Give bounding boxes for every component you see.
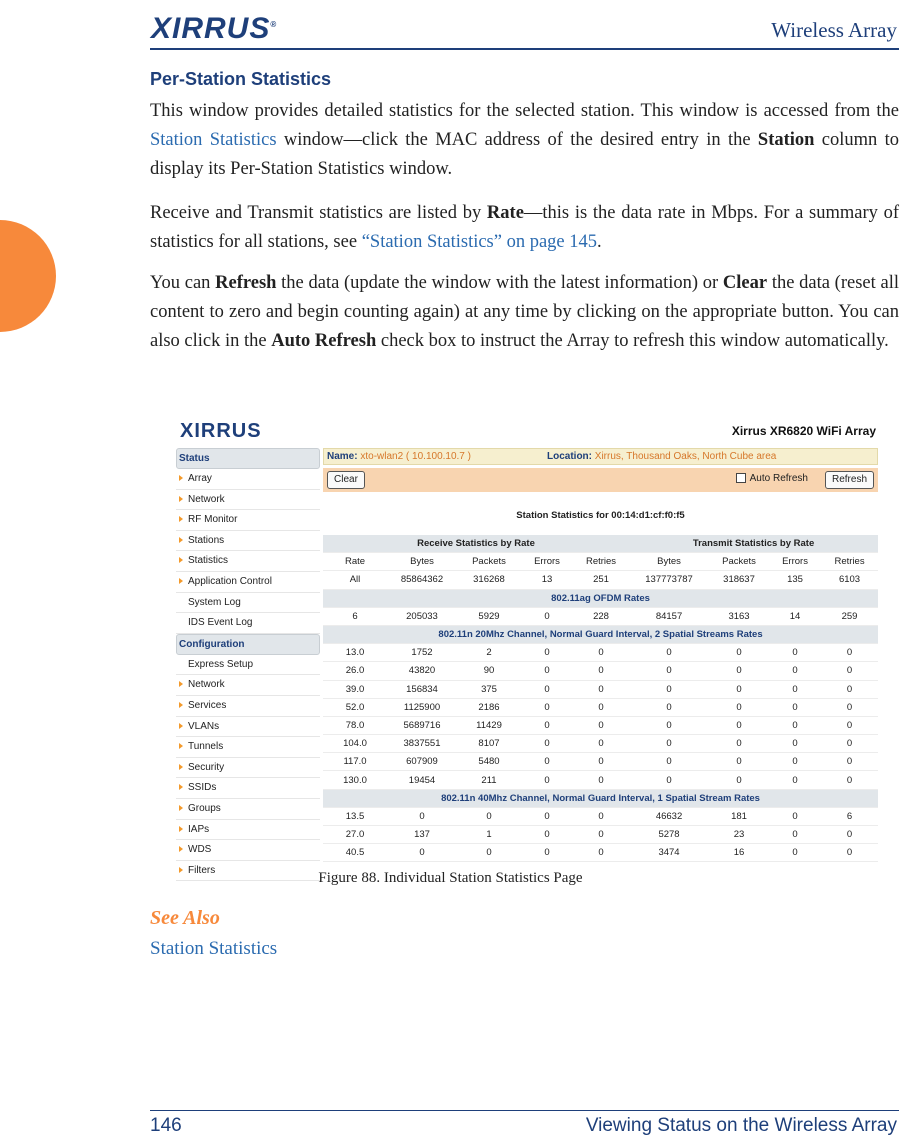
table-row bbox=[323, 571, 878, 589]
table-cell: 0 bbox=[573, 771, 629, 789]
auto-refresh-checkbox[interactable]: Auto Refresh bbox=[736, 473, 808, 484]
table-row bbox=[323, 844, 878, 862]
column-header: Retries bbox=[821, 553, 878, 571]
nav-item-ids-event-log[interactable]: IDS Event Log bbox=[176, 613, 320, 634]
station-statistics-link[interactable]: Station Statistics bbox=[150, 130, 277, 150]
table-cell: 0 bbox=[629, 753, 709, 771]
rate-group-row bbox=[323, 625, 878, 643]
table-cell: 0 bbox=[769, 662, 821, 680]
table-cell: 46632 bbox=[629, 807, 709, 825]
table-cell: 8107 bbox=[457, 735, 521, 753]
table-cell: 117.0 bbox=[323, 753, 387, 771]
table-cell: 0 bbox=[821, 716, 878, 734]
table-cell: 6 bbox=[323, 607, 387, 625]
table-cell: 0 bbox=[821, 644, 878, 662]
table-cell: 0 bbox=[573, 680, 629, 698]
table-cell: 0 bbox=[521, 771, 573, 789]
table-cell: 0 bbox=[769, 735, 821, 753]
table-cell: 0 bbox=[521, 807, 573, 825]
table-cell: 137773787 bbox=[629, 571, 709, 589]
table-row bbox=[323, 716, 878, 734]
table-cell: 0 bbox=[709, 698, 769, 716]
nav-group-status[interactable]: Status bbox=[176, 448, 320, 469]
table-cell: 0 bbox=[387, 844, 457, 862]
table-cell: 26.0 bbox=[323, 662, 387, 680]
nav-item-application-control[interactable]: Application Control bbox=[176, 572, 320, 593]
table-cell: 5278 bbox=[629, 826, 709, 844]
column-header: Retries bbox=[573, 553, 629, 571]
nav-item-express-setup[interactable]: Express Setup bbox=[176, 655, 320, 676]
rate-group-row bbox=[323, 789, 878, 807]
nav-item-network[interactable]: Network bbox=[176, 490, 320, 511]
table-row bbox=[323, 662, 878, 680]
table-column-headers bbox=[323, 553, 878, 571]
stats-table bbox=[323, 535, 878, 862]
nav-item-network[interactable]: Network bbox=[176, 675, 320, 696]
table-cell: 0 bbox=[769, 771, 821, 789]
table-cell: 13.0 bbox=[323, 644, 387, 662]
footer-title: Viewing Status on the Wireless Array bbox=[585, 1115, 897, 1136]
column-header: Errors bbox=[521, 553, 573, 571]
receive-header: Receive Statistics by Rate bbox=[323, 535, 629, 553]
table-cell: 0 bbox=[769, 644, 821, 662]
table-cell: 0 bbox=[821, 771, 878, 789]
table-cell: 0 bbox=[821, 680, 878, 698]
nav-item-system-log[interactable]: System Log bbox=[176, 593, 320, 614]
station-statistics-screenshot bbox=[176, 412, 878, 876]
table-cell: 0 bbox=[629, 680, 709, 698]
table-cell: 5689716 bbox=[387, 716, 457, 734]
table-cell: 0 bbox=[821, 753, 878, 771]
nav-item-rf-monitor[interactable]: RF Monitor bbox=[176, 510, 320, 531]
table-cell: 316268 bbox=[457, 571, 521, 589]
column-header: Bytes bbox=[629, 553, 709, 571]
table-cell: 0 bbox=[573, 844, 629, 862]
nav-item-ssids[interactable]: SSIDs bbox=[176, 778, 320, 799]
station-statistics-page-link[interactable]: “Station Statistics” on page 145 bbox=[361, 232, 598, 252]
nav-item-stations[interactable]: Stations bbox=[176, 531, 320, 552]
table-cell: 0 bbox=[521, 644, 573, 662]
table-cell: 0 bbox=[387, 807, 457, 825]
table-cell: 0 bbox=[629, 716, 709, 734]
station-name-value: xto-wlan2 ( 10.100.10.7 ) bbox=[360, 451, 471, 462]
table-cell: 0 bbox=[821, 662, 878, 680]
table-cell: 130.0 bbox=[323, 771, 387, 789]
table-cell: 5480 bbox=[457, 753, 521, 771]
table-cell: 251 bbox=[573, 571, 629, 589]
table-cell: 0 bbox=[709, 662, 769, 680]
main-panel bbox=[323, 448, 878, 862]
see-also-heading: See Also bbox=[150, 907, 220, 929]
transmit-header: Transmit Statistics by Rate bbox=[629, 535, 878, 553]
table-cell: 1125900 bbox=[387, 698, 457, 716]
header-divider bbox=[150, 48, 899, 50]
table-cell: 0 bbox=[821, 844, 878, 862]
table-cell: 19454 bbox=[387, 771, 457, 789]
table-cell: 85864362 bbox=[387, 571, 457, 589]
nav-item-tunnels[interactable]: Tunnels bbox=[176, 737, 320, 758]
table-cell: 1752 bbox=[387, 644, 457, 662]
table-cell: 228 bbox=[573, 607, 629, 625]
table-cell: 0 bbox=[821, 735, 878, 753]
table-cell: 90 bbox=[457, 662, 521, 680]
table-cell: 0 bbox=[629, 735, 709, 753]
table-cell: 0 bbox=[457, 844, 521, 862]
table-cell: 14 bbox=[769, 607, 821, 625]
header-title: Wireless Array bbox=[771, 18, 897, 42]
table-cell: 23 bbox=[709, 826, 769, 844]
see-also-link[interactable]: Station Statistics bbox=[150, 938, 278, 959]
table-cell: 0 bbox=[821, 826, 878, 844]
table-cell: 0 bbox=[521, 680, 573, 698]
table-cell: 0 bbox=[521, 844, 573, 862]
table-cell: 16 bbox=[709, 844, 769, 862]
table-cell: 0 bbox=[769, 753, 821, 771]
screenshot-title: Xirrus XR6820 WiFi Array bbox=[731, 424, 876, 438]
table-cell: 0 bbox=[709, 771, 769, 789]
table-cell: 0 bbox=[629, 662, 709, 680]
table-cell: 0 bbox=[521, 826, 573, 844]
table-cell: 39.0 bbox=[323, 680, 387, 698]
nav-item-iaps[interactable]: IAPs bbox=[176, 820, 320, 841]
clear-button[interactable]: Clear bbox=[327, 471, 365, 489]
table-cell: 13.5 bbox=[323, 807, 387, 825]
table-cell: 0 bbox=[709, 735, 769, 753]
table-group-header bbox=[323, 535, 878, 553]
table-cell: 0 bbox=[573, 826, 629, 844]
table-row bbox=[323, 680, 878, 698]
table-row bbox=[323, 826, 878, 844]
figure-caption: Figure 88. Individual Station Statistics Page bbox=[318, 870, 583, 886]
table-row bbox=[323, 807, 878, 825]
table-cell: 2 bbox=[457, 644, 521, 662]
footer-divider bbox=[150, 1110, 899, 1111]
table-cell: 52.0 bbox=[323, 698, 387, 716]
table-cell: 0 bbox=[769, 826, 821, 844]
stats-title: Station Statistics for 00:14:d1:cf:f0:f5 bbox=[516, 510, 685, 521]
table-cell: 43820 bbox=[387, 662, 457, 680]
table-cell: 375 bbox=[457, 680, 521, 698]
table-cell: 11429 bbox=[457, 716, 521, 734]
paragraph-intro: This window provides detailed statistics for the selected station. This window is accessed from the Station Statistics window—click the MAC address of the desired entry in the Station column to display its Per-Station Statistics window. bbox=[150, 101, 899, 179]
table-cell: 0 bbox=[457, 807, 521, 825]
screenshot-logo: XIRRUS bbox=[180, 420, 262, 442]
table-cell: 0 bbox=[709, 753, 769, 771]
toolbar bbox=[323, 468, 878, 492]
station-location-value: Xirrus, Thousand Oaks, North Cube area bbox=[594, 451, 777, 462]
nav-group-configuration[interactable]: Configuration bbox=[176, 634, 320, 655]
table-cell: 135 bbox=[769, 571, 821, 589]
table-cell: 0 bbox=[629, 771, 709, 789]
column-header: Bytes bbox=[387, 553, 457, 571]
table-cell: 0 bbox=[629, 644, 709, 662]
nav-item-security[interactable]: Security bbox=[176, 758, 320, 779]
table-cell: 137 bbox=[387, 826, 457, 844]
table-cell: 5929 bbox=[457, 607, 521, 625]
table-cell: 78.0 bbox=[323, 716, 387, 734]
table-row bbox=[323, 753, 878, 771]
rate-group-title: 802.11n 20Mhz Channel, Normal Guard Interval, 2 Spatial Streams Rates bbox=[323, 625, 878, 643]
nav-item-vlans[interactable]: VLANs bbox=[176, 717, 320, 738]
table-cell: 6103 bbox=[821, 571, 878, 589]
table-cell: 0 bbox=[709, 716, 769, 734]
column-header: Errors bbox=[769, 553, 821, 571]
table-cell: 1 bbox=[457, 826, 521, 844]
table-row bbox=[323, 698, 878, 716]
table-cell: 0 bbox=[573, 644, 629, 662]
table-cell: 0 bbox=[629, 698, 709, 716]
nav-item-services[interactable]: Services bbox=[176, 696, 320, 717]
table-row bbox=[323, 607, 878, 625]
table-cell: 0 bbox=[521, 753, 573, 771]
table-row bbox=[323, 644, 878, 662]
table-cell: 3163 bbox=[709, 607, 769, 625]
table-cell: 205033 bbox=[387, 607, 457, 625]
column-header: Packets bbox=[457, 553, 521, 571]
rate-group-row bbox=[323, 589, 878, 607]
rate-group-title: 802.11ag OFDM Rates bbox=[323, 589, 878, 607]
table-row bbox=[323, 771, 878, 789]
nav-item-statistics[interactable]: Statistics bbox=[176, 551, 320, 572]
table-cell: 0 bbox=[769, 716, 821, 734]
table-cell: 3837551 bbox=[387, 735, 457, 753]
table-cell: 84157 bbox=[629, 607, 709, 625]
table-cell: 156834 bbox=[387, 680, 457, 698]
sidebar-nav bbox=[176, 448, 320, 881]
table-cell: 0 bbox=[709, 680, 769, 698]
table-cell: 0 bbox=[521, 716, 573, 734]
table-cell: 0 bbox=[521, 607, 573, 625]
table-cell: 211 bbox=[457, 771, 521, 789]
table-cell: 0 bbox=[573, 753, 629, 771]
table-cell: 0 bbox=[521, 735, 573, 753]
table-cell: 2186 bbox=[457, 698, 521, 716]
nav-item-groups[interactable]: Groups bbox=[176, 799, 320, 820]
table-cell: 0 bbox=[521, 698, 573, 716]
table-cell: 0 bbox=[769, 698, 821, 716]
xirrus-logo: XIRRUS® bbox=[151, 12, 278, 45]
nav-item-array[interactable]: Array bbox=[176, 469, 320, 490]
table-cell: 6 bbox=[821, 807, 878, 825]
table-cell: 40.5 bbox=[323, 844, 387, 862]
checkbox-icon bbox=[736, 473, 746, 483]
table-cell: 607909 bbox=[387, 753, 457, 771]
page-number: 146 bbox=[150, 1115, 182, 1136]
table-cell: 0 bbox=[573, 662, 629, 680]
table-cell: All bbox=[323, 571, 387, 589]
table-cell: 0 bbox=[573, 807, 629, 825]
table-cell: 0 bbox=[769, 844, 821, 862]
table-cell: 0 bbox=[573, 716, 629, 734]
paragraph-refresh: You can Refresh the data (update the window with the latest information) or Clear the data (reset all content to zero and begin counting again) at any time by clicking on the appropriate button. You can also click in the Auto Refresh check box to instruct the Array to refresh this window automatically. bbox=[150, 273, 899, 351]
column-header: Rate bbox=[323, 553, 387, 571]
paragraph-rates: Receive and Transmit statistics are listed by Rate—this is the data rate in Mbps. For a summary of statistics for all stations, see “Station Statistics” on page 145. bbox=[150, 203, 899, 252]
section-title: Per-Station Statistics bbox=[150, 69, 332, 89]
table-cell: 0 bbox=[709, 644, 769, 662]
table-cell: 259 bbox=[821, 607, 878, 625]
table-cell: 0 bbox=[573, 735, 629, 753]
table-cell: 318637 bbox=[709, 571, 769, 589]
table-row bbox=[323, 735, 878, 753]
table-cell: 181 bbox=[709, 807, 769, 825]
table-cell: 13 bbox=[521, 571, 573, 589]
nav-item-wds[interactable]: WDS bbox=[176, 840, 320, 861]
table-cell: 0 bbox=[821, 698, 878, 716]
table-cell: 0 bbox=[521, 662, 573, 680]
table-cell: 27.0 bbox=[323, 826, 387, 844]
table-cell: 104.0 bbox=[323, 735, 387, 753]
table-cell: 3474 bbox=[629, 844, 709, 862]
station-info-bar: Name: xto-wlan2 ( 10.100.10.7 ) Location: Xirrus, Thousand Oaks, North Cube area bbox=[323, 448, 878, 465]
rate-group-title: 802.11n 40Mhz Channel, Normal Guard Interval, 1 Spatial Stream Rates bbox=[323, 789, 878, 807]
table-cell: 0 bbox=[573, 698, 629, 716]
table-cell: 0 bbox=[769, 807, 821, 825]
column-header: Packets bbox=[709, 553, 769, 571]
refresh-button[interactable]: Refresh bbox=[825, 471, 874, 489]
table-cell: 0 bbox=[769, 680, 821, 698]
nav-item-filters[interactable]: Filters bbox=[176, 861, 320, 882]
chapter-tab-marker bbox=[0, 220, 56, 332]
